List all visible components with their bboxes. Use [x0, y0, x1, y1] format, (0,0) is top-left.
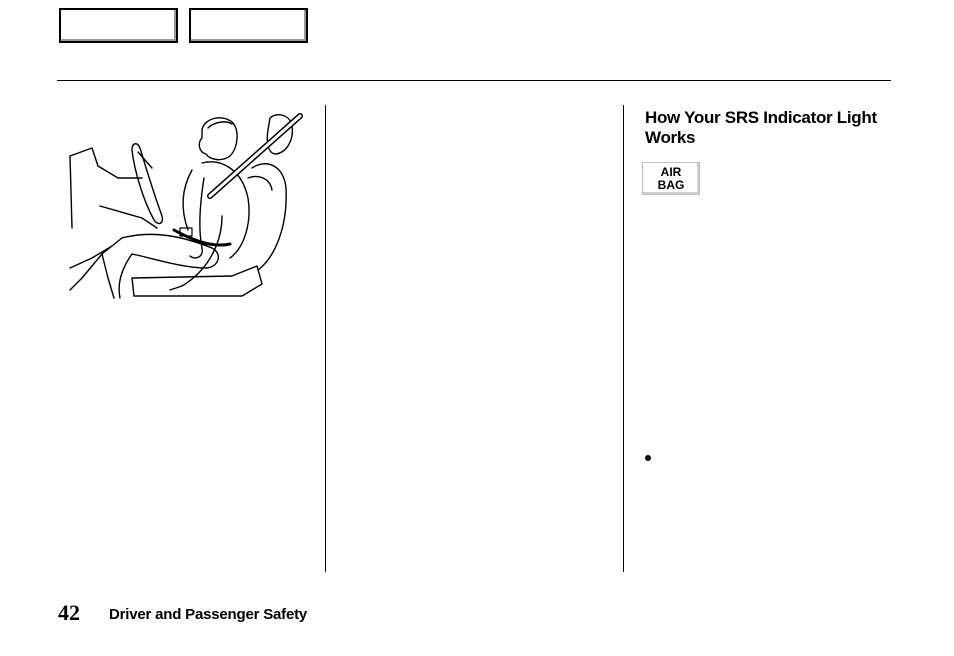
page-number: 42 — [58, 600, 80, 625]
bullet-dot-icon — [645, 455, 651, 461]
driver-seatbelt-illustration — [62, 108, 312, 304]
section-title: How Your SRS Indicator Light Works — [645, 108, 877, 147]
airbag-indicator-light-icon — [642, 162, 700, 195]
column-divider-left — [325, 105, 326, 572]
nav-button-table-of-contents[interactable] — [189, 8, 308, 43]
nav-button-main-menu[interactable] — [59, 8, 178, 43]
chapter-title: Driver and Passenger Safety — [109, 606, 308, 623]
column-divider-right — [623, 105, 624, 572]
airbag-indicator-label: AIR BAG — [657, 165, 685, 192]
header-divider — [57, 80, 891, 81]
